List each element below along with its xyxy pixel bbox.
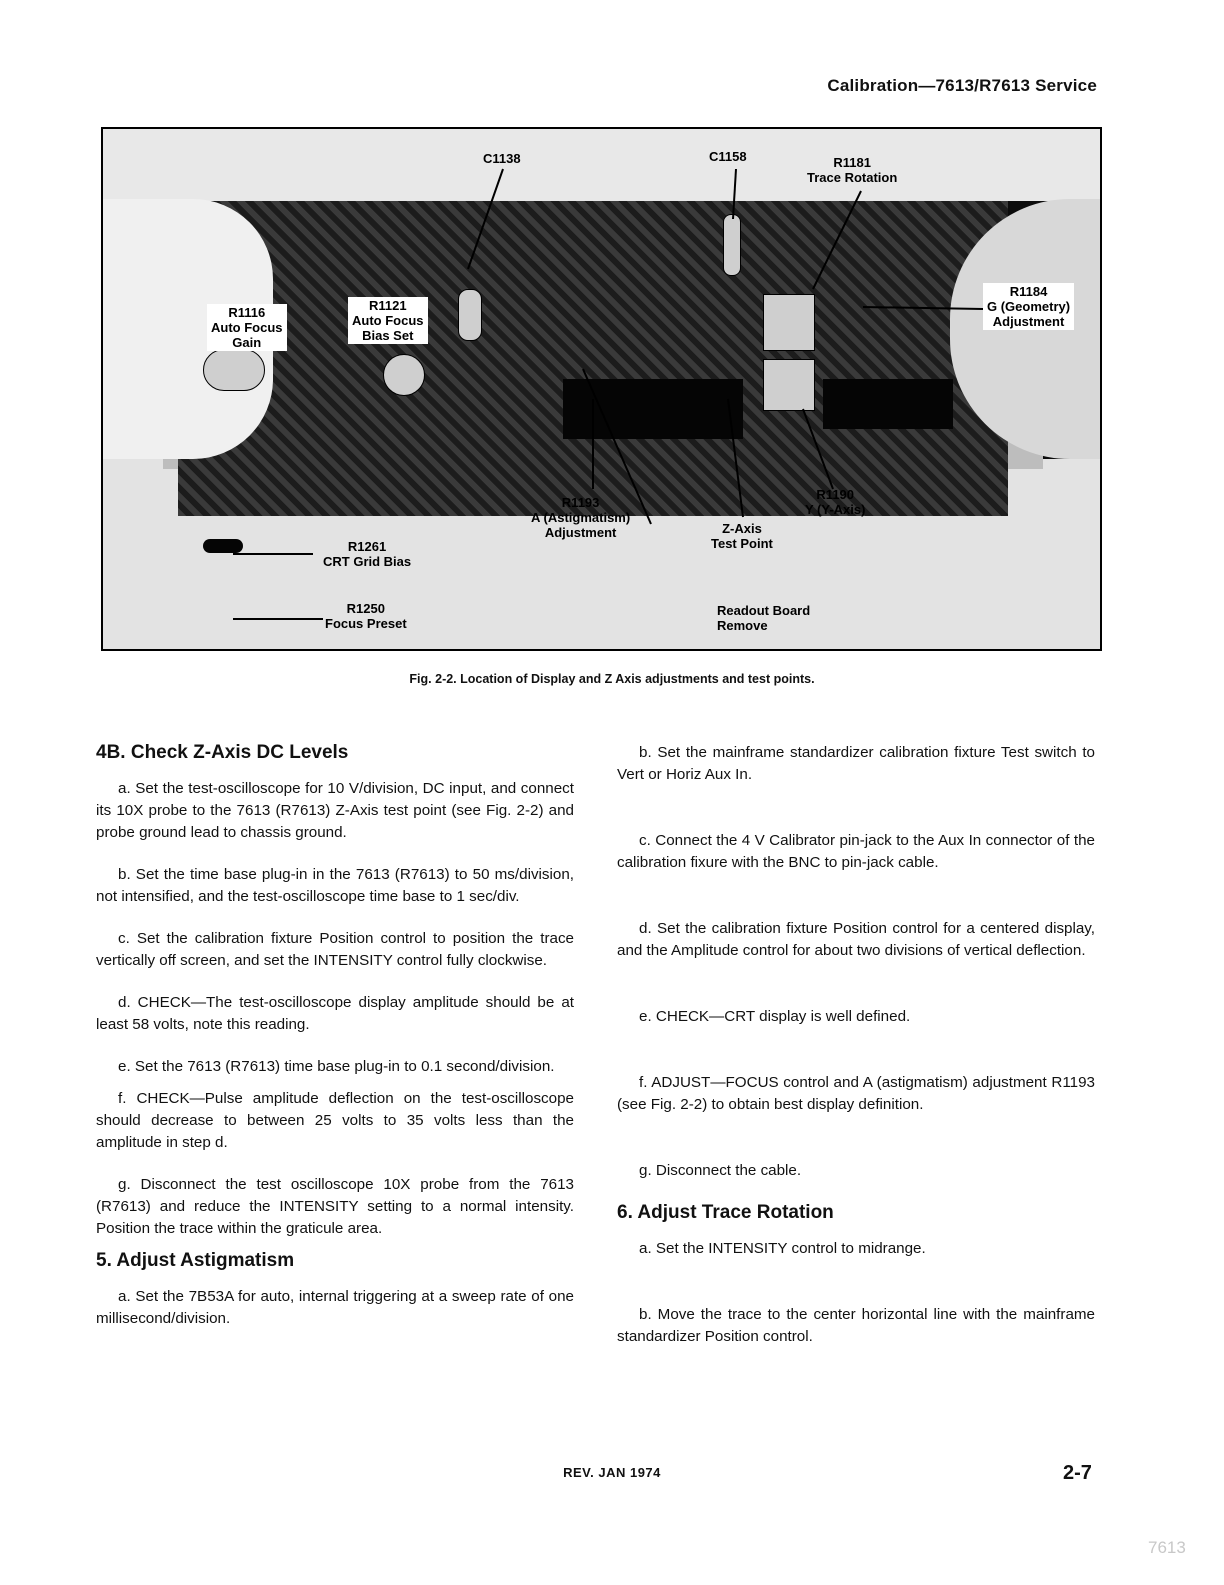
label-zaxis: Z-Axis Test Point [711, 521, 773, 551]
leader-lines [103, 129, 1102, 651]
label-r1261: R1261 CRT Grid Bias [323, 539, 412, 569]
step-4b-d: d. CHECK—The test-oscilloscope display amplitude should be at least 58 volts, note this reading. [96, 994, 574, 1033]
figure-caption: Fig. 2-2. Location of Display and Z Axis adjustments and test points. [409, 672, 815, 686]
label-r1193: R1193 A (Astigmatism) Adjustment [531, 495, 631, 540]
revision-footer: REV. JAN 1974 [563, 1465, 661, 1480]
label-r1190: R1190 Y (Y-Axis) [805, 487, 866, 517]
left-column [96, 742, 574, 1330]
corner-mark: 7613 [1148, 1538, 1186, 1557]
label-c1138: C1138 [483, 151, 521, 166]
step-5-e: e. CHECK—CRT display is well defined. [639, 1008, 911, 1025]
running-header: Calibration—7613/R7613 Service [827, 76, 1097, 95]
step-4b-b: b. Set the time base plug-in in the 7613 (R7613) to 50 ms/division, not intensified, and the test-oscilloscope time base to 1 sec/div. [96, 866, 574, 905]
circuit-board-photo [101, 127, 1102, 651]
label-c1158: C1158 [709, 149, 747, 164]
step-4b-a: a. Set the test-oscilloscope for 10 V/division, DC input, and connect its 10X probe to the 7613 (R7613) Z-Axis test point (see Fig. 2-2) and probe ground lead to chassis ground. [96, 780, 574, 841]
step-5-b: b. Set the mainframe standardizer calibration fixture Test switch to Vert or Horiz Aux In. [617, 744, 1095, 783]
right-column [617, 742, 1095, 1348]
label-r1181: R1181 Trace Rotation [807, 155, 898, 185]
step-6-a: a. Set the INTENSITY control to midrange. [639, 1240, 926, 1257]
label-readout-board: Readout Board Remove [717, 603, 811, 633]
label-r1250: R1250 Focus Preset [325, 601, 407, 631]
step-5-f: f. ADJUST—FOCUS control and A (astigmatism) adjustment R1193 (see Fig. 2-2) to obtain best display definition. [617, 1074, 1095, 1113]
step-4b-f: f. CHECK—Pulse amplitude deflection on the test-oscilloscope should decrease to between 25 volts to 35 volts less than the amplitude in step d. [96, 1090, 574, 1151]
step-5-g: g. Disconnect the cable. [639, 1162, 802, 1179]
heading-5: 5. Adjust Astigmatism [96, 1250, 295, 1271]
label-r1121: R1121 Auto Focus Bias Set [348, 297, 428, 344]
step-5-d: d. Set the calibration fixture Position control for a centered display, and the Amplitude control for about two divisions of vertical deflection. [617, 920, 1095, 959]
heading-4b: 4B. Check Z-Axis DC Levels [96, 742, 349, 763]
step-4b-g: g. Disconnect the test oscilloscope 10X probe from the 7613 (R7613) and reduce the INTENSITY setting to a normal intensity. Position the trace within the graticule area. [96, 1176, 574, 1237]
heading-6: 6. Adjust Trace Rotation [617, 1202, 834, 1223]
step-4b-c: c. Set the calibration fixture Position control to position the trace vertically off screen, and set the INTENSITY control fully clockwise. [96, 930, 574, 969]
step-6-b: b. Move the trace to the center horizontal line with the mainframe standardizer Position control. [617, 1306, 1095, 1345]
step-4b-e: e. Set the 7613 (R7613) time base plug-in to 0.1 second/division. [118, 1058, 555, 1075]
label-r1116: R1116 Auto Focus Gain [207, 304, 287, 351]
page-number: 2-7 [1063, 1462, 1092, 1484]
step-5-a: a. Set the 7B53A for auto, internal triggering at a sweep rate of one millisecond/division. [96, 1288, 574, 1327]
step-5-c: c. Connect the 4 V Calibrator pin-jack to the Aux In connector of the calibration fixure with the BNC to pin-jack cable. [617, 832, 1095, 871]
label-r1184: R1184 G (Geometry) Adjustment [983, 283, 1074, 330]
